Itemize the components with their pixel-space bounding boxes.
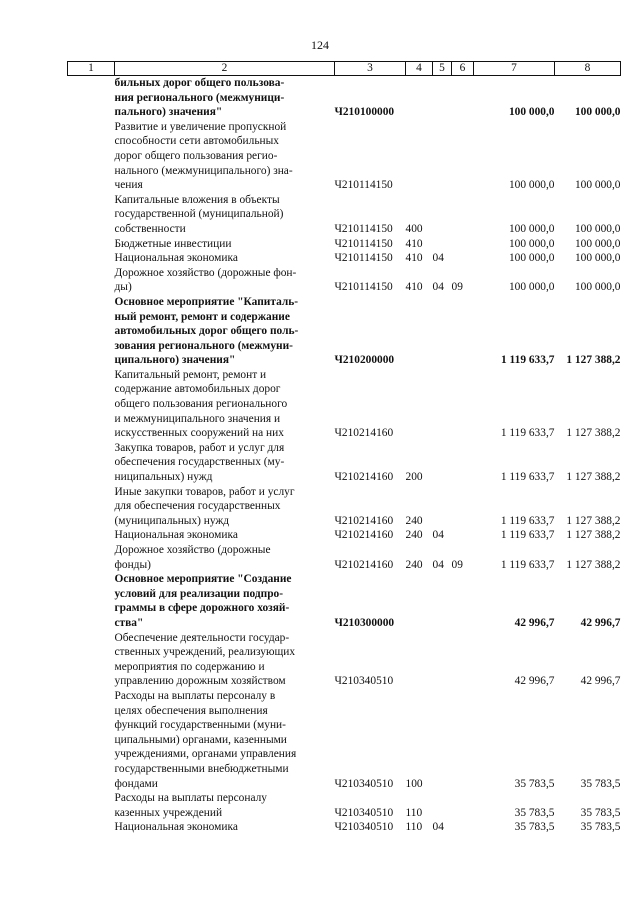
description-line: бильных дорог общего пользова- [114, 77, 285, 89]
description-line: собственности [114, 222, 186, 235]
row-target-article: Ч210114150 [334, 237, 393, 250]
table-row [68, 572, 621, 630]
table-row [68, 237, 621, 252]
row-amount-col7: 1 119 633,7 [501, 354, 555, 367]
row-section [433, 689, 452, 791]
row-amount-col8: 42 996,7 [580, 675, 621, 688]
row-number-cell [68, 251, 115, 266]
row-amount-col8: 1 127 388,2 [566, 471, 621, 484]
row-target-article: Ч210214160 [334, 529, 394, 542]
row-target-article: Ч210300000 [334, 616, 395, 629]
description-line: Основное мероприятие "Создание [114, 573, 292, 586]
table-row [68, 266, 621, 295]
row-description [115, 193, 335, 237]
description-line: для обеспечения государственных [114, 500, 281, 513]
row-expense-type: 410 [405, 252, 423, 265]
row-expense-type: 240 [405, 529, 423, 542]
row-number-cell [68, 543, 115, 572]
row-amount-col7: 1 119 633,7 [500, 427, 555, 440]
row-amount-col8: 100 000,0 [574, 237, 621, 250]
row-amount-col8: 35 783,5 [580, 777, 621, 790]
row-target-article: Ч210340510 [334, 806, 394, 819]
row-subsection [452, 368, 474, 441]
description-line: фонды) [114, 558, 151, 571]
row-subsection [452, 631, 474, 689]
row-subsection [452, 295, 474, 368]
row-description [115, 120, 335, 193]
row-target-article: Ч210340510 [334, 821, 394, 834]
description-line: ния регионального (межмуници- [114, 91, 285, 104]
table-row [68, 441, 621, 485]
row-amount-col7: 1 119 633,7 [500, 558, 555, 571]
row-amount-col7: 42 996,7 [514, 616, 555, 629]
row-number-cell [68, 441, 115, 485]
row-amount-col8: 1 127 388,2 [566, 529, 621, 542]
row-description [115, 528, 335, 543]
row-subsection [452, 251, 474, 266]
description-line: автомобильных дорог общего поль- [114, 325, 299, 338]
row-amount-col7: 100 000,0 [508, 281, 555, 294]
table-row [68, 193, 621, 237]
header-col-3: 3 [335, 62, 406, 76]
row-expense-type: 200 [405, 471, 423, 484]
row-target-article: Ч210200000 [334, 354, 395, 367]
row-amount-col7: 100 000,0 [508, 222, 555, 235]
description-line: государственной (муниципальной) [114, 208, 284, 221]
description-line: Национальная экономика [114, 252, 238, 265]
description-line: способности сети автомобильных [114, 135, 279, 148]
row-subsection [452, 572, 474, 630]
table-body [68, 76, 621, 835]
row-number-cell [68, 237, 115, 252]
row-amount-col7: 100 000,0 [508, 252, 555, 265]
table-row [68, 485, 621, 529]
row-expense-type: 410 [405, 237, 423, 250]
row-amount-col8: 35 783,5 [580, 821, 621, 834]
row-subsection [452, 689, 474, 791]
row-number-cell [68, 120, 115, 193]
row-description [115, 76, 335, 120]
description-line: мероприятия по содержанию и [114, 660, 265, 673]
row-section [433, 193, 452, 237]
description-line: и межмуниципального значения и [114, 412, 281, 425]
table-row [68, 528, 621, 543]
row-expense-type: 240 [405, 514, 423, 527]
row-section [433, 572, 452, 630]
row-amount-col7: 1 119 633,7 [500, 514, 555, 527]
description-line: Капитальные вложения в объекты [114, 193, 280, 206]
row-number-cell [68, 485, 115, 529]
description-line: Национальная экономика [114, 529, 238, 542]
row-description [115, 237, 335, 252]
header-col-4: 4 [406, 62, 433, 76]
description-line: чения [114, 179, 143, 192]
row-amount-col8: 42 996,7 [580, 616, 621, 629]
description-line: ципальными) органами, казенными [114, 733, 287, 746]
row-section [433, 631, 452, 689]
row-section: 04 [432, 821, 444, 834]
table-row [68, 295, 621, 368]
table-row [68, 689, 621, 791]
row-amount-col8: 35 783,5 [580, 806, 621, 819]
row-amount-col7: 35 783,5 [514, 777, 555, 790]
row-subsection [452, 76, 474, 120]
row-subsection [452, 193, 474, 237]
row-section: 04 [432, 558, 444, 571]
row-expense-type [406, 76, 433, 120]
row-expense-type: 400 [405, 222, 423, 235]
row-number-cell [68, 572, 115, 630]
row-description [115, 295, 335, 368]
row-section: 04 [432, 529, 444, 542]
description-line: условий для реализации подпро- [114, 587, 284, 600]
description-line: общего пользования регионального [114, 398, 288, 411]
row-number-cell [68, 76, 115, 120]
row-target-article: Ч210100000 [334, 106, 395, 119]
budget-table [67, 61, 621, 835]
row-number-cell [68, 193, 115, 237]
table-row [68, 543, 621, 572]
description-line: ды) [114, 281, 132, 294]
header-col-5: 5 [433, 62, 452, 76]
description-line: учреждениями, органами управления [114, 748, 297, 761]
row-amount-col8: 1 127 388,2 [566, 354, 621, 367]
description-line: Национальная экономика [114, 821, 238, 834]
description-line: управлению дорожным хозяйством [114, 675, 286, 688]
description-line: Капитальный ремонт, ремонт и [114, 368, 267, 381]
description-line: Дорожное хозяйство (дорожные [114, 544, 271, 556]
row-expense-type: 240 [405, 558, 423, 571]
row-subsection [452, 485, 474, 529]
row-expense-type: 410 [405, 281, 423, 294]
row-target-article: Ч210114150 [334, 222, 393, 235]
row-subsection: 09 [451, 558, 463, 571]
description-line: казенных учреждений [114, 806, 223, 819]
row-description [115, 791, 335, 820]
header-col-2: 2 [115, 62, 335, 76]
row-subsection: 09 [451, 281, 463, 294]
row-amount-col7: 35 783,5 [514, 821, 555, 834]
row-section [433, 368, 452, 441]
row-amount-col7: 1 119 633,7 [500, 471, 555, 484]
description-line: Основное мероприятие "Капиталь- [114, 295, 299, 308]
row-description [115, 631, 335, 689]
row-expense-type [406, 368, 433, 441]
row-number-cell [68, 820, 115, 835]
table-row [68, 631, 621, 689]
header-col-7: 7 [474, 62, 555, 76]
description-line: функций государственными (муни- [114, 719, 286, 732]
row-amount-col7: 100 000,0 [508, 237, 555, 250]
description-line: целях обеспечения выполнения [114, 704, 268, 717]
row-number-cell [68, 295, 115, 368]
row-target-article: Ч210214160 [334, 471, 394, 484]
row-number-cell [68, 528, 115, 543]
row-amount-col7: 100 000,0 [508, 179, 555, 192]
row-section: 04 [432, 281, 444, 294]
row-section [433, 441, 452, 485]
description-line: зования регионального (межмуни- [114, 339, 293, 352]
description-line: ниципальных) нужд [114, 471, 213, 484]
header-col-6: 6 [452, 62, 474, 76]
row-section [433, 485, 452, 529]
table-row [68, 120, 621, 193]
row-expense-type: 100 [405, 777, 423, 790]
row-subsection [452, 441, 474, 485]
table-row [68, 791, 621, 820]
row-section [433, 237, 452, 252]
row-number-cell [68, 689, 115, 791]
row-amount-col8: 100 000,0 [574, 252, 621, 265]
description-line: Бюджетные инвестиции [114, 237, 232, 250]
row-expense-type: 110 [405, 806, 423, 819]
row-amount-col7: 1 119 633,7 [500, 529, 555, 542]
row-expense-type [406, 572, 433, 630]
description-line: ный ремонт, ремонт и содержание [114, 310, 290, 323]
row-target-article: Ч210214160 [334, 514, 394, 527]
description-line: Закупка товаров, работ и услуг для [114, 441, 285, 454]
row-target-article: Ч210114150 [334, 281, 393, 294]
header-col-1: 1 [68, 62, 115, 76]
row-description [115, 543, 335, 572]
row-amount-col8: 100 000,0 [574, 222, 621, 235]
row-number-cell [68, 631, 115, 689]
row-amount-col7: 35 783,5 [514, 806, 555, 819]
description-line: граммы в сфере дорожного хозяй- [114, 602, 290, 615]
row-section [433, 120, 452, 193]
row-subsection [452, 791, 474, 820]
description-line: Развитие и увеличение пропускной [114, 120, 287, 133]
row-amount-col7: 42 996,7 [514, 675, 555, 688]
row-expense-type [406, 120, 433, 193]
table-row [68, 251, 621, 266]
description-line: искусственных сооружений на них [114, 427, 284, 440]
row-description [115, 441, 335, 485]
row-number-cell [68, 368, 115, 441]
row-amount-col8: 1 127 388,2 [566, 427, 621, 440]
row-description [115, 266, 335, 295]
description-line: обеспечения государственных (му- [114, 456, 285, 469]
row-amount-col7: 100 000,0 [508, 106, 555, 119]
row-section [433, 791, 452, 820]
row-target-article: Ч210114150 [334, 252, 393, 265]
row-expense-type [406, 631, 433, 689]
description-line: пального) значения" [114, 106, 223, 119]
table-header-row [68, 62, 621, 76]
row-description [115, 485, 335, 529]
row-amount-col8: 100 000,0 [574, 106, 621, 119]
row-expense-type [406, 295, 433, 368]
row-target-article: Ч210214160 [334, 427, 394, 440]
description-line: ципального) значения" [114, 354, 236, 367]
description-line: нального (межмуниципального) зна- [114, 164, 293, 177]
table-row [68, 820, 621, 835]
description-line: Расходы на выплаты персоналу в [114, 689, 276, 702]
description-line: фондами [114, 777, 158, 790]
description-line: Иные закупки товаров, работ и услуг [114, 485, 295, 498]
description-line: ственных учреждений, реализующих [114, 646, 296, 659]
description-line: содержание автомобильных дорог [114, 383, 281, 396]
row-section: 04 [432, 252, 444, 265]
row-subsection [452, 237, 474, 252]
table-row [68, 76, 621, 120]
description-line: государственными внебюджетными [114, 762, 289, 775]
row-subsection [452, 528, 474, 543]
description-line: дорог общего пользования регио- [114, 149, 278, 162]
row-amount-col8: 1 127 388,2 [566, 514, 621, 527]
row-target-article: Ч210340510 [334, 777, 394, 790]
description-line: Обеспечение деятельности государ- [114, 631, 290, 644]
row-section [433, 76, 452, 120]
row-subsection [452, 120, 474, 193]
row-amount-col8: 1 127 388,2 [566, 558, 621, 571]
description-line: (муниципальных) нужд [114, 514, 230, 527]
table-row [68, 368, 621, 441]
row-target-article: Ч210214160 [334, 558, 394, 571]
row-description [115, 820, 335, 835]
row-amount-col8: 100 000,0 [574, 281, 621, 294]
row-number-cell [68, 791, 115, 820]
page-number: 124 [311, 38, 329, 52]
row-amount-col8: 100 000,0 [574, 179, 621, 192]
row-target-article: Ч210114150 [334, 179, 393, 192]
row-description [115, 251, 335, 266]
row-description [115, 689, 335, 791]
row-expense-type: 110 [405, 821, 423, 834]
description-line: Дорожное хозяйство (дорожные фон- [114, 266, 297, 279]
row-number-cell [68, 266, 115, 295]
row-target-article: Ч210340510 [334, 675, 394, 688]
row-subsection [452, 820, 474, 835]
row-section [433, 295, 452, 368]
description-line: Расходы на выплаты персоналу [114, 792, 267, 805]
row-description [115, 368, 335, 441]
header-col-8: 8 [555, 62, 621, 76]
row-description [115, 572, 335, 630]
description-line: ства" [114, 616, 144, 629]
